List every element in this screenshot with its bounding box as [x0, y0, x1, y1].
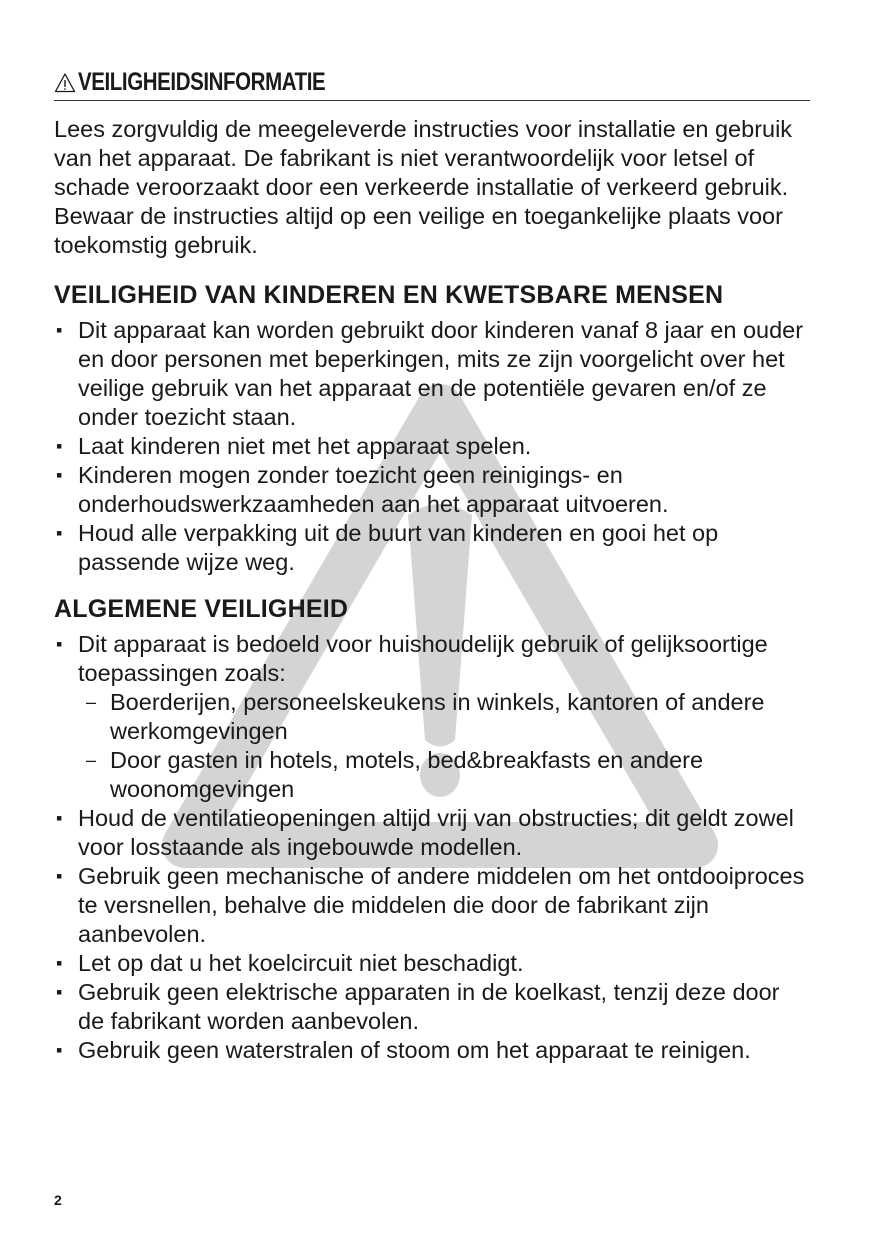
list-item-text: Houd de ventilatieopeningen altijd vrij van obstructies; dit geldt zowel voor losstaande als ingebouwde modellen. [78, 805, 794, 860]
list-item [54, 630, 810, 804]
intro-paragraph: Lees zorgvuldig de meegeleverde instructies voor installatie en gebruik van het apparaat. De fabrikant is niet verantwoordelijk voor letsel of schade veroorzaakt door een verkeerde installatie of verkeerd gebruik. Bewaar de instructies altijd op een veilige en toegankelijke plaats voor toekomstig gebruik. [54, 116, 793, 258]
list-item [54, 862, 810, 949]
sub-list-item-text: Door gasten in hotels, motels, bed&breakfasts en andere woonomgevingen [110, 747, 704, 802]
list-item-text: Kinderen mogen zonder toezicht geen reinigings- en onderhoudswerkzaamheden aan het apparaat uitvoeren. [78, 462, 669, 517]
children-safety-list [54, 316, 810, 577]
general-safety-list [54, 630, 810, 1065]
page-number: 2 [54, 1192, 62, 1208]
list-item [54, 519, 810, 577]
bullet-icon: ▪ [56, 523, 63, 543]
dash-icon: – [86, 692, 97, 712]
section-heading-children: VEILIGHEID VAN KINDEREN EN KWETSBARE MENSEN [54, 281, 724, 309]
sub-list-item-text: Boerderijen, personeelskeukens in winkels, kantoren of andere werkomgevingen [110, 689, 765, 744]
sub-list [78, 688, 810, 804]
list-item-text: Gebruik geen waterstralen of stoom om het apparaat te reinigen. [78, 1037, 751, 1063]
list-item-text: Laat kinderen niet met het apparaat spelen. [78, 433, 532, 459]
bullet-icon: ▪ [56, 866, 63, 886]
page-title: VEILIGHEIDSINFORMATIE [78, 68, 326, 96]
list-item-text: Dit apparaat is bedoeld voor huishoudelijk gebruik of gelijksoortige toepassingen zoals: [78, 631, 768, 686]
section-heading-general: ALGEMENE VEILIGHEID [54, 595, 349, 623]
section-title-row [54, 68, 810, 101]
bullet-icon: ▪ [56, 1040, 63, 1060]
list-item [54, 432, 810, 461]
bullet-icon: ▪ [56, 320, 63, 340]
list-item [54, 461, 810, 519]
bullet-icon: ▪ [56, 465, 63, 485]
list-item-text: Gebruik geen mechanische of andere middelen om het ontdooiproces te versnellen, behalve die middelen die door de fabrikant zijn aanbevolen. [78, 863, 805, 947]
document-page [54, 68, 810, 1065]
list-item [54, 1036, 810, 1065]
bullet-icon: ▪ [56, 953, 63, 973]
sub-list-item [78, 688, 810, 746]
list-item-text: Let op dat u het koelcircuit niet beschadigt. [78, 950, 524, 976]
list-item [54, 949, 810, 978]
list-item [54, 316, 810, 432]
list-item [54, 978, 810, 1036]
warning-icon [54, 72, 76, 94]
list-item-text: Houd alle verpakking uit de buurt van kinderen en gooi het op passende wijze weg. [78, 520, 719, 575]
sub-list-item [78, 746, 810, 804]
bullet-icon: ▪ [56, 808, 63, 828]
bullet-icon: ▪ [56, 436, 63, 456]
list-item-text: Gebruik geen elektrische apparaten in de koelkast, tenzij deze door de fabrikant worden aanbevolen. [78, 979, 780, 1034]
bullet-icon: ▪ [56, 634, 63, 654]
list-item-text: Dit apparaat kan worden gebruikt door kinderen vanaf 8 jaar en ouder en door personen met beperkingen, mits ze zijn voorgelicht over het veilige gebruik van het apparaat en de potentiële gevaren en/of ze onder toezicht staan. [78, 317, 804, 430]
dash-icon: – [86, 750, 97, 770]
list-item [54, 804, 810, 862]
bullet-icon: ▪ [56, 982, 63, 1002]
